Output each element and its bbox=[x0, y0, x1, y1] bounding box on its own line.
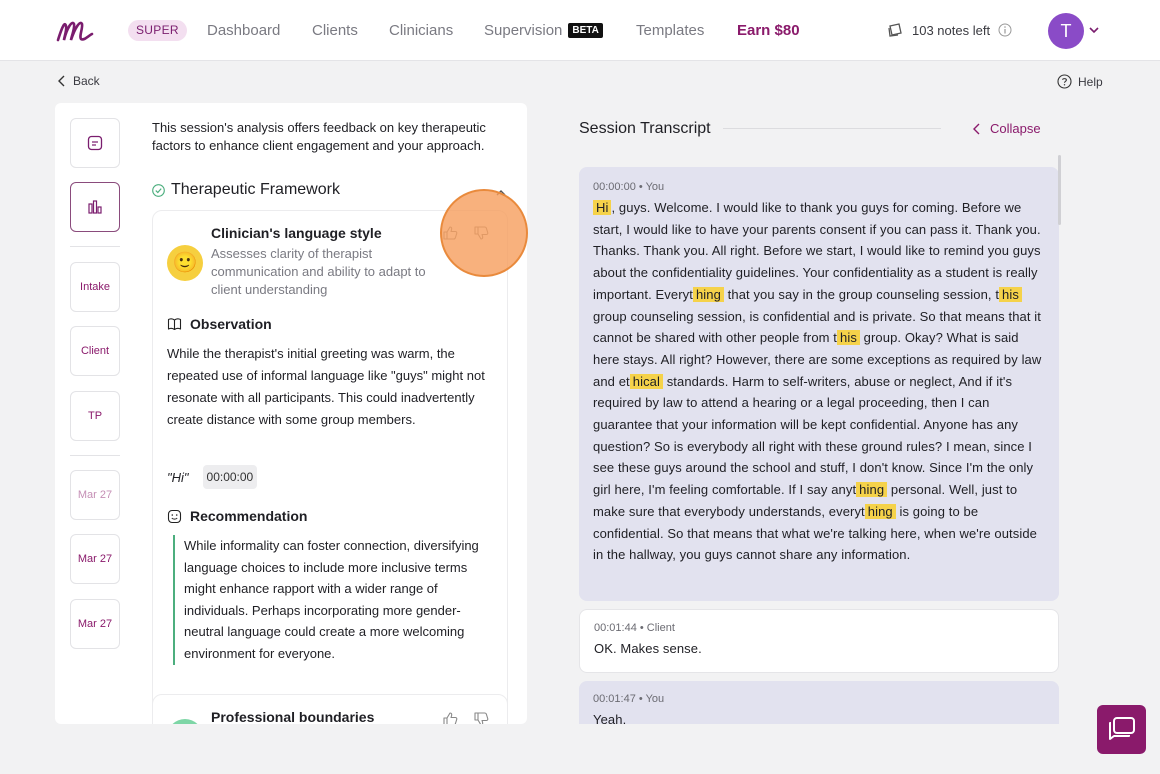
quote-timestamp[interactable]: 00:00:00 bbox=[203, 465, 258, 489]
message-speaker: Client bbox=[646, 622, 675, 634]
section-header[interactable] bbox=[152, 181, 340, 199]
metric-card bbox=[152, 210, 508, 724]
collapse-button[interactable] bbox=[972, 121, 1041, 136]
section-title: Therapeutic Framework bbox=[171, 181, 340, 198]
evidence-quote bbox=[167, 465, 257, 489]
transcript-title: Session Transcript bbox=[579, 120, 711, 137]
transcript-text: that you say in the group counseling session, t bbox=[723, 286, 1000, 302]
chevron-left-icon bbox=[972, 123, 982, 135]
transcript-message bbox=[579, 681, 1059, 724]
chevron-left-icon bbox=[57, 75, 67, 87]
transcript-text: personal. Well, just to make sure that everybody understands, everyt bbox=[593, 482, 1018, 519]
highlighted-phrase[interactable]: hing bbox=[865, 504, 896, 519]
transcript-text: group counseling session, is confidential and is private. So that means that it cannot be shared with other people from t bbox=[593, 308, 1041, 346]
smile-square-icon bbox=[167, 509, 182, 524]
chat-icon bbox=[1107, 716, 1137, 744]
analysis-panel bbox=[55, 103, 527, 724]
highlighted-phrase[interactable]: Hi bbox=[593, 200, 611, 215]
plan-badge: SUPER bbox=[128, 20, 187, 41]
tile-tp[interactable]: TP bbox=[70, 391, 120, 441]
message-text bbox=[593, 197, 1045, 566]
nav-dashboard[interactable]: Dashboard bbox=[207, 22, 281, 39]
thumbs-down-icon[interactable] bbox=[473, 711, 489, 724]
transcript-message bbox=[579, 609, 1059, 673]
tile-session[interactable]: Mar 27 bbox=[70, 534, 120, 584]
transcript-text: , guys. Welcome. I would like to thank you guys for coming. Before we start, I would like to have your parents consent if you can pass it. Thank you. Thanks. Thank you. All right. Before we start, I would like to remind you guys about the confidentiality guidelines. Your confidentiality as a student is really important. Everyt bbox=[593, 200, 1041, 302]
info-icon[interactable] bbox=[998, 23, 1012, 37]
beta-badge: BETA bbox=[568, 23, 602, 38]
help-link[interactable] bbox=[1057, 74, 1103, 89]
tile-client[interactable]: Client bbox=[70, 326, 120, 376]
transcript-text: is going to be confidential. So that means that what we're talking here, when we're outside in the hallway, you guys cannot share any information. bbox=[593, 503, 1037, 563]
observation-heading bbox=[167, 316, 272, 332]
nav-clients[interactable]: Clients bbox=[312, 22, 358, 39]
tile-note[interactable] bbox=[70, 118, 120, 168]
highlighted-phrase[interactable]: hing bbox=[693, 287, 724, 302]
face-icon bbox=[167, 719, 203, 724]
message-meta: 00:01:47 • You bbox=[593, 693, 665, 705]
analysis-intro: This session's analysis offers feedback on key therapeutic factors to enhance client engagement and your approach. bbox=[152, 120, 486, 153]
brand-logo[interactable] bbox=[55, 14, 95, 46]
transcript-text: group. Okay? What is said here stays. All right? However, there are some exceptions as required by law and et bbox=[593, 330, 1042, 389]
nav-supervision[interactable] bbox=[484, 22, 603, 39]
message-time: 00:01:44 bbox=[594, 622, 637, 634]
click-highlight bbox=[440, 189, 528, 277]
recommendation-heading-label: Recommendation bbox=[190, 508, 308, 524]
thumbs-up-icon[interactable] bbox=[442, 711, 458, 724]
metric-card bbox=[152, 694, 508, 724]
back-label: Back bbox=[73, 74, 100, 88]
transcript-text: standards. Harm to self-writers, abuse or neglect, And if it's required by law to attend a hearing or a legal proceeding, then I can guarantee that your information will be kept confidential. Anyone has any question? So is everybody all right with these ground rules? I mean, since I see these guys around the school and stuff, I don't know. Since I'm the only girl here, I'm feeling comfortable. If I say anyt bbox=[593, 373, 1034, 498]
tile-session[interactable]: Mar 27 bbox=[70, 599, 120, 649]
message-time: 00:00:00 bbox=[593, 181, 636, 193]
metric-title: Professional boundaries bbox=[211, 709, 375, 724]
divider bbox=[70, 246, 120, 247]
quote-text: "Hi" bbox=[167, 469, 189, 485]
transcript-text: OK. Makes sense. bbox=[594, 641, 702, 656]
recommendation-text: While informality can foster connection, diversifying language choices to include more inclusive terms might enhance rapport with a wider range of individuals. Perhaps incorporating more gender-neutral language could create a more welcoming environment for everyone. bbox=[173, 535, 491, 665]
divider bbox=[70, 455, 120, 456]
transcript-list[interactable] bbox=[579, 167, 1059, 724]
notes-stack-icon bbox=[886, 21, 904, 39]
chevron-down-icon[interactable] bbox=[1088, 24, 1100, 36]
check-circle-icon bbox=[152, 184, 165, 197]
note-icon bbox=[86, 134, 104, 152]
highlighted-phrase[interactable]: his bbox=[837, 330, 860, 345]
highlighted-phrase[interactable]: hical bbox=[630, 374, 663, 389]
top-navigation bbox=[0, 0, 1160, 61]
message-meta: 00:00:00 • You bbox=[593, 181, 665, 193]
metric-title: Clinician's language style bbox=[211, 225, 382, 241]
nav-clinicians[interactable]: Clinicians bbox=[389, 22, 454, 39]
message-meta: 00:01:44 • Client bbox=[594, 622, 675, 634]
transcript-message bbox=[579, 167, 1059, 601]
tile-intake[interactable]: Intake bbox=[70, 262, 120, 312]
message-text bbox=[594, 638, 1044, 660]
nav-supervision-label: Supervision bbox=[484, 22, 563, 39]
bar-chart-icon bbox=[86, 198, 104, 216]
message-speaker: You bbox=[645, 693, 665, 705]
divider bbox=[723, 128, 941, 129]
message-time: 00:01:47 bbox=[593, 693, 636, 705]
notes-left-text: 103 notes left bbox=[912, 22, 991, 38]
help-icon bbox=[1057, 74, 1072, 89]
highlighted-phrase[interactable]: hing bbox=[856, 482, 887, 497]
user-avatar[interactable]: T bbox=[1048, 13, 1084, 49]
message-speaker: You bbox=[645, 181, 665, 193]
help-label: Help bbox=[1078, 74, 1103, 89]
support-chat-button[interactable] bbox=[1097, 705, 1146, 754]
nav-earn-referral[interactable]: Earn $80 bbox=[737, 22, 800, 39]
metric-description: Assesses clarity of therapist communication and ability to adapt to client understanding bbox=[211, 246, 426, 297]
collapse-label: Collapse bbox=[990, 121, 1041, 136]
tile-analysis[interactable] bbox=[70, 182, 120, 232]
neutral-face-icon: 🙂 bbox=[167, 245, 203, 281]
transcript-text: Yeah. bbox=[593, 712, 627, 724]
open-book-icon bbox=[167, 317, 182, 331]
recommendation-heading bbox=[167, 508, 307, 524]
back-link[interactable] bbox=[57, 74, 100, 88]
highlighted-phrase[interactable]: his bbox=[999, 287, 1022, 302]
observation-heading-label: Observation bbox=[190, 316, 272, 332]
message-text bbox=[593, 709, 1045, 724]
nav-templates[interactable]: Templates bbox=[636, 22, 705, 39]
observation-text: While the therapist's initial greeting was warm, the repeated use of informal language like "guys" might not resonate with all participants. This could inadvertently create distance with some group members. bbox=[167, 346, 485, 427]
tile-session[interactable]: Mar 27 bbox=[70, 470, 120, 520]
scrollbar[interactable] bbox=[1058, 155, 1061, 225]
notes-counter bbox=[886, 21, 1012, 39]
